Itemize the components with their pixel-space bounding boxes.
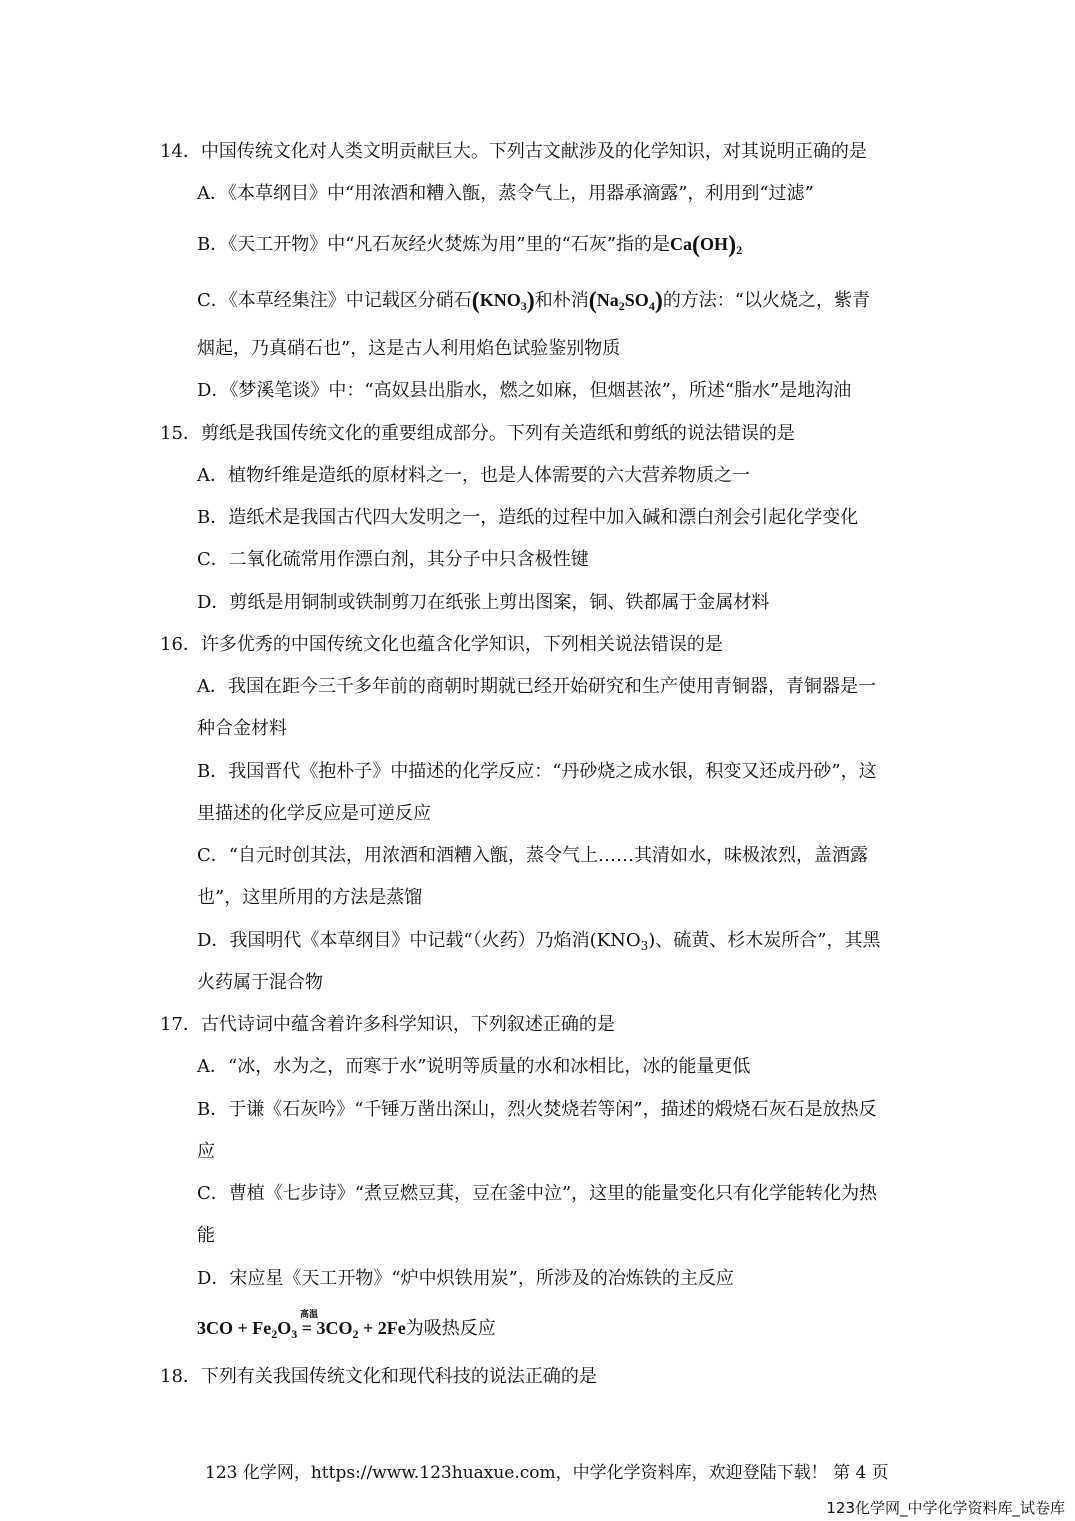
question-17-option-b: B．于谦《石灰吟》“千锤万凿出深山，烈火焚烧若等闲”，描述的煅烧石灰石是放热反 bbox=[197, 1099, 877, 1120]
question-17-stem: 17．古代诗词中蕴含着许多科学知识，下列叙述正确的是 bbox=[160, 1014, 615, 1035]
question-16-option-c: C．“自元时创其法，用浓酒和酒糟入甑，蒸令气上……其清如水，味极浓烈，盖酒露 bbox=[197, 845, 868, 866]
question-16-option-c-cont: 也”，这里所用的方法是蒸馏 bbox=[197, 887, 423, 908]
question-14-option-b bbox=[197, 232, 742, 257]
question-17-equation bbox=[197, 1309, 496, 1341]
question-18-stem: 18．下列有关我国传统文化和现代科技的说法正确的是 bbox=[160, 1366, 597, 1387]
question-14-option-a: A．《本草纲目》中“用浓酒和糟入甑，蒸令气上，用器承滴露”，利用到“过滤” bbox=[197, 183, 814, 204]
page-footer: 123 化学网，https://www.123huaxue.com，中学化学资料库，欢迎登陆下载！ 第 4 页 bbox=[205, 1463, 889, 1483]
question-16-option-b-cont: 里描述的化学反应是可逆反应 bbox=[197, 803, 431, 824]
question-16-stem: 16．许多优秀的中国传统文化也蕴含化学知识，下列相关说法错误的是 bbox=[160, 634, 723, 655]
reaction-condition: 高温 bbox=[300, 1309, 319, 1319]
question-15-stem: 15．剪纸是我国传统文化的重要组成部分。下列有关造纸和剪纸的说法错误的是 bbox=[160, 423, 795, 444]
question-17-option-b-cont: 应 bbox=[197, 1141, 215, 1162]
question-16-option-a: A．我国在距今三千多年前的商朝时期就已经开始研究和生产使用青铜器，青铜器是一 bbox=[197, 676, 876, 697]
question-17-option-c: C．曹植《七步诗》“煮豆燃豆萁，豆在釜中泣”，这里的能量变化只有化学能转化为热 bbox=[197, 1183, 878, 1204]
watermark-text: 123化学网_中学化学资料库_试卷库 bbox=[826, 1499, 1065, 1517]
equals-sign: = bbox=[301, 1318, 313, 1338]
question-15-option-d: D．剪纸是用铜制或铁制剪刀在纸张上剪出图案，铜、铁都属于金属材料 bbox=[197, 592, 770, 613]
option-c-text1: C．《本草经集注》中记载区分硝石 bbox=[197, 290, 472, 311]
equation-tail: 为吸热反应 bbox=[405, 1318, 496, 1339]
question-16-option-d-cont: 火药属于混合物 bbox=[197, 972, 323, 993]
question-14-option-c-cont: 烟起，乃真硝石也”，这是古人利用焰色试验鉴别物质 bbox=[197, 338, 621, 359]
question-14-stem: 14．中国传统文化对人类文明贡献巨大。下列古文献涉及的化学知识，对其说明正确的是 bbox=[160, 141, 867, 162]
reaction-equation: $3CO + Fe_2O_3$ 高温 = $3CO_2 + 2Fe$ bbox=[197, 1316, 406, 1340]
question-14-option-c bbox=[197, 288, 870, 313]
question-15-option-c: C．二氧化硫常用作漂白剂，其分子中只含极性键 bbox=[197, 549, 589, 570]
question-16-option-b: B．我国晋代《抱朴子》中描述的化学反应：“丹砂烧之成水银，积变又还成丹砂”，这 bbox=[197, 761, 877, 782]
question-15-option-a: A．植物纤维是造纸的原材料之一，也是人体需要的六大营养物质之一 bbox=[197, 465, 750, 486]
question-16-option-a-cont: 种合金材料 bbox=[197, 718, 287, 739]
option-c-text3: 的方法：“以火烧之，紫青 bbox=[662, 290, 871, 311]
question-14-option-d: D．《梦溪笔谈》中：“高奴县出脂水，燃之如麻，但烟甚浓”，所述“脂水”是地沟油 bbox=[197, 380, 852, 401]
question-16-option-d: D．我国明代《本草纲目》中记载“（火药）乃焰消$(KNO_3)$、硫黄、杉木炭所合”，其黑 bbox=[197, 930, 881, 953]
formula-ca-oh2: $Ca(OH)_2$ bbox=[670, 232, 743, 258]
question-17-option-a: A．“冰，水为之，而寒于水”说明等质量的水和冰相比，冰的能量更低 bbox=[197, 1056, 751, 1077]
option-c-text2: 和朴消 bbox=[534, 290, 589, 311]
question-15-option-b: B．造纸术是我国古代四大发明之一，造纸的过程中加入碱和漂白剂会引起化学变化 bbox=[197, 507, 859, 528]
option-b-text: B．《天工开物》中“凡石灰经火焚炼为用”里的“石灰”指的是 bbox=[197, 234, 671, 255]
question-17-option-c-cont: 能 bbox=[197, 1225, 215, 1246]
question-17-option-d: D．宋应星《天工开物》“炉中炽铁用炭”，所涉及的冶炼铁的主反应 bbox=[197, 1268, 734, 1289]
formula-na2so4: $(Na_2SO_4)$ bbox=[588, 288, 663, 314]
formula-kno3: $(KNO_3)$ bbox=[471, 288, 535, 314]
